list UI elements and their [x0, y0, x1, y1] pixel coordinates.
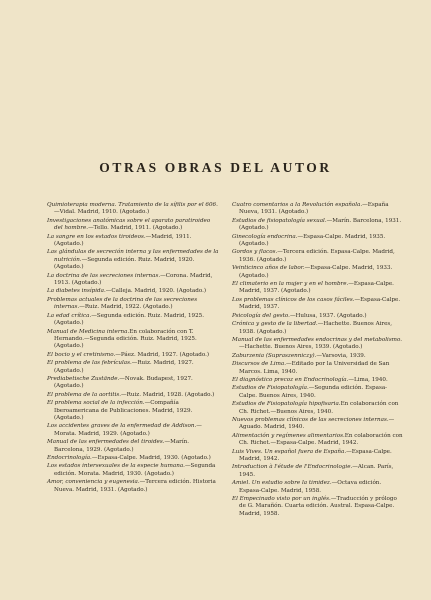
work-title: Estudios de Fisiopatología hipofisaria. — [232, 401, 341, 408]
work-title: Zaburzenia (Supraszenniczy). — [232, 352, 317, 359]
work-title: Luis Vives. Un español fuera de España. — [232, 448, 347, 455]
publication-details: —Calleja. Madrid, 1920. (Agotado.) — [105, 288, 207, 295]
work-title: Problemas actuales de la doctrina de las secreciones internas. — [47, 296, 198, 311]
work-title: El problema de las febrículas. — [47, 360, 132, 367]
publication-details: —Tercera edición. Historia Nueva. Madrid, 1931. (Agotado.) — [54, 479, 216, 493]
work-title: Nuevos problemas clínicos de las secreciones internas. — [232, 416, 389, 423]
bibliography-entry — [47, 376, 219, 391]
publication-details: —Lima, 1940. — [348, 376, 388, 383]
page-heading: OTRAS OBRAS DEL AUTOR — [99, 160, 332, 175]
bibliography-entry — [47, 218, 219, 233]
bibliography-entry — [232, 202, 404, 217]
publication-details: —Tercera edición. Espasa-Calpe. Madrid, 1936. (Agotado.) — [239, 249, 395, 263]
right-column — [232, 202, 404, 519]
bibliography-entry — [47, 249, 219, 271]
bibliography-entry — [47, 352, 219, 359]
bibliography-entry — [232, 496, 404, 518]
publication-details: —Hachette. Buenos Aires, 1939. (Agotado.) — [239, 344, 363, 351]
work-title: Ginecología endocrina. — [232, 233, 298, 240]
work-title: El bocio y el cretinismo. — [47, 351, 116, 358]
bibliography-entry — [47, 297, 219, 312]
work-title: Los problemas clínicos de los casos fáciles. — [232, 296, 355, 303]
bibliography-entry — [47, 288, 219, 295]
work-title: Alimentación y regímenes alimentarios. — [232, 432, 345, 439]
work-title: El diagnóstico precoz en Endocrinología. — [232, 376, 349, 383]
work-title: Gordos y flacos. — [232, 249, 278, 256]
bibliography-entry — [232, 281, 404, 296]
publication-details: —Editado por la Universidad de San Marcos. Lima, 1940. — [239, 361, 390, 375]
bibliography-entry — [47, 392, 219, 399]
bibliography-entry — [47, 479, 219, 494]
bibliography-entry — [47, 329, 219, 351]
bibliography-entry — [47, 455, 219, 462]
publication-details: —Espasa-Calpe. Madrid, 1937. — [239, 296, 401, 311]
publication-details: —Madrid, 1911. (Agotado.) — [54, 233, 192, 248]
bibliography-entry — [232, 464, 404, 479]
work-title: Crónica y gesto de la libertad. — [232, 321, 318, 328]
work-title: Investigaciones anatómicas sobre el aparato paratiroideo del hombre. — [47, 217, 211, 232]
publication-details: —Marín. Barcelona, 1929. (Agotado.) — [54, 439, 190, 453]
bibliography-entry — [232, 321, 404, 336]
work-title: Amiel. Un estudio sobre la timidez. — [232, 480, 332, 487]
publication-details: —Corona. Madrid, 1913. (Agotado.) — [54, 272, 213, 287]
publication-details: —Ruiz. Madrid, 1928. (Agotado.) — [121, 391, 215, 398]
work-title: Los estados intersexuales de la especie humana. — [47, 463, 185, 470]
bibliography-entry — [232, 385, 404, 400]
publication-details: —España Nueva, 1931. (Agotado.) — [239, 202, 389, 216]
work-title: Veinticinco años de labor. — [232, 265, 305, 272]
publication-details: —Segunda edición. Ruiz. Madrid, 1920. (Agotado.) — [54, 256, 195, 271]
publication-details: —Tello. Madrid, 1911. (Agotado.) — [88, 225, 183, 232]
bibliography-entry — [232, 218, 404, 233]
bibliography-entry — [232, 234, 404, 249]
work-title: Estudios de Fisiopatología. — [232, 385, 309, 392]
work-title: Discursos de Lima. — [232, 361, 287, 368]
publication-details: —Marín. Barcelona, 1931. (Agotado.) — [239, 217, 402, 232]
bibliography-entry — [47, 439, 219, 454]
publication-details: —Hulusa, 1937. (Agotado.) — [289, 312, 367, 319]
work-title: El Empecinado visto por un inglés. — [232, 496, 331, 503]
work-title: Endocrinología. — [47, 455, 92, 461]
work-title: El problema de la aortitis. — [47, 391, 122, 398]
publication-details: —Ruiz. Madrid, 1922. (Agotado.) — [79, 304, 173, 311]
work-title: Manual de las enfermedades del tiroides. — [47, 439, 165, 446]
bibliography-entry — [232, 297, 404, 312]
publication-details: —Hachette. Buenos Aires, 1938. (Agotado.) — [239, 321, 393, 335]
bibliography-entry — [232, 480, 404, 495]
publication-details: —Espasa-Calpe. Madrid, 1942. — [239, 448, 392, 462]
publication-details: —Varsovia, 1939. — [316, 352, 366, 359]
publication-details: En colaboración con T. Hernando.—Segunda edición. Ruiz. Madrid, 1925. (Agotado.) — [54, 328, 197, 350]
bibliography-entry — [47, 463, 219, 478]
publication-details: —Segunda edición. Ruiz. Madrid, 1925. (Agotado.) — [54, 312, 205, 327]
publication-details: —Páez. Madrid, 1927. (Agotado.) — [115, 351, 210, 358]
publication-details: —Traducción y prólogo de G. Marañón. Cuarta edición. Austral. Espasa-Calpe. Madrid, 1958. — [239, 496, 397, 517]
publication-details: —Espasa-Calpe. Madrid, 1933. (Agotado.) — [239, 265, 393, 279]
bibliography-entry — [232, 337, 404, 352]
work-title: La sangre en los estados tiroideos. — [47, 233, 146, 240]
work-title: La diabetes insípida. — [47, 288, 106, 295]
work-title: Introduction à l'étude de l'Endocrinologie. — [232, 464, 353, 471]
work-title: Estudios de fisiopatología sexual. — [232, 217, 327, 224]
bibliography-entry — [232, 417, 404, 432]
bibliography-entry — [232, 433, 404, 448]
left-column — [47, 202, 219, 495]
publication-details: —Segunda edición. Espasa-Calpe. Buenos Aires, 1940. — [239, 385, 388, 399]
work-title: Manual de Medicina interna. — [47, 328, 130, 335]
bibliography-entry — [232, 361, 404, 376]
bibliography-entry — [232, 313, 404, 320]
publication-details: —Compañía Iberoamericana de Publicaciones. Madrid, 1929. (Agotado.) — [54, 400, 193, 421]
bibliography-entry — [47, 273, 219, 288]
bibliography-entry — [47, 202, 219, 217]
work-title: La edad crítica. — [47, 312, 92, 319]
work-title: Manual de las enfermedades endocrinas y del metabolismo. — [232, 336, 403, 343]
work-title: Las glándulas de secreción interna y las enfermedades de la nutrición. — [47, 249, 219, 263]
publication-details: —Novak. Budapest, 1927. (Agotado.) — [54, 375, 193, 390]
work-title: Cuatro comentarios a la Revolución española. — [232, 202, 363, 208]
bibliography-entry — [232, 265, 404, 280]
bibliography-entry — [47, 400, 219, 422]
work-title: Amor, conveniencia y eugenesia. — [47, 479, 140, 486]
publication-details: —Segunda edición. Morata. Madrid, 1930. (Agotado.) — [54, 463, 216, 477]
publication-details: —Aguado. Madrid, 1940. — [239, 416, 395, 431]
publication-details: —Alcan. París, 1945. — [239, 464, 394, 478]
work-title: La doctrina de las secreciones internas. — [47, 272, 161, 279]
bibliography-entry — [47, 234, 219, 249]
publication-details: En colaboración con Ch. Richet.—Buenos Aires, 1940. — [239, 401, 399, 415]
publication-details: —Vidal. Madrid, 1910. (Agotado.) — [54, 209, 150, 216]
bibliography-entry — [232, 401, 404, 416]
bibliography-entry — [232, 353, 404, 360]
work-title: Los accidentes graves de la enfermedad de Addison. — [47, 423, 197, 430]
work-title: El climaterio en la mujer y en el hombre. — [232, 281, 349, 288]
work-title: Prediabetische Zustände. — [47, 375, 120, 382]
publication-details: —Octava edición. Espasa-Calpe. Madrid, 1958. — [239, 480, 382, 494]
bibliography-entry — [232, 377, 404, 384]
bibliography-entry — [232, 249, 404, 264]
publication-details: —Espasa-Calpe. Madrid, 1937. (Agotado.) — [239, 281, 394, 295]
work-title: Psicología del gesto. — [232, 312, 290, 319]
bibliography-entry — [47, 423, 219, 438]
publication-details: —Morata. Madrid, 1929. (Agotado.) — [54, 423, 202, 437]
publication-details: —Espasa-Calpe. Madrid, 1935. (Agotado.) — [239, 233, 386, 248]
publication-details: En colaboración con Ch. Richet.—Espasa-Calpe. Madrid, 1942. — [239, 432, 403, 447]
publication-details: —Espasa-Calpe. Madrid, 1930. (Agotado.) — [91, 455, 211, 461]
bibliography-entry — [47, 313, 219, 328]
bibliography-entry — [47, 360, 219, 375]
bibliography-entry — [232, 449, 404, 464]
work-title: Quimioterapia moderna. Tratamiento de la sífilis por el 606. — [47, 202, 218, 208]
publication-details: —Ruiz. Madrid, 1927. (Agotado.) — [54, 360, 194, 374]
work-title: El problema social de la infección. — [47, 400, 145, 407]
